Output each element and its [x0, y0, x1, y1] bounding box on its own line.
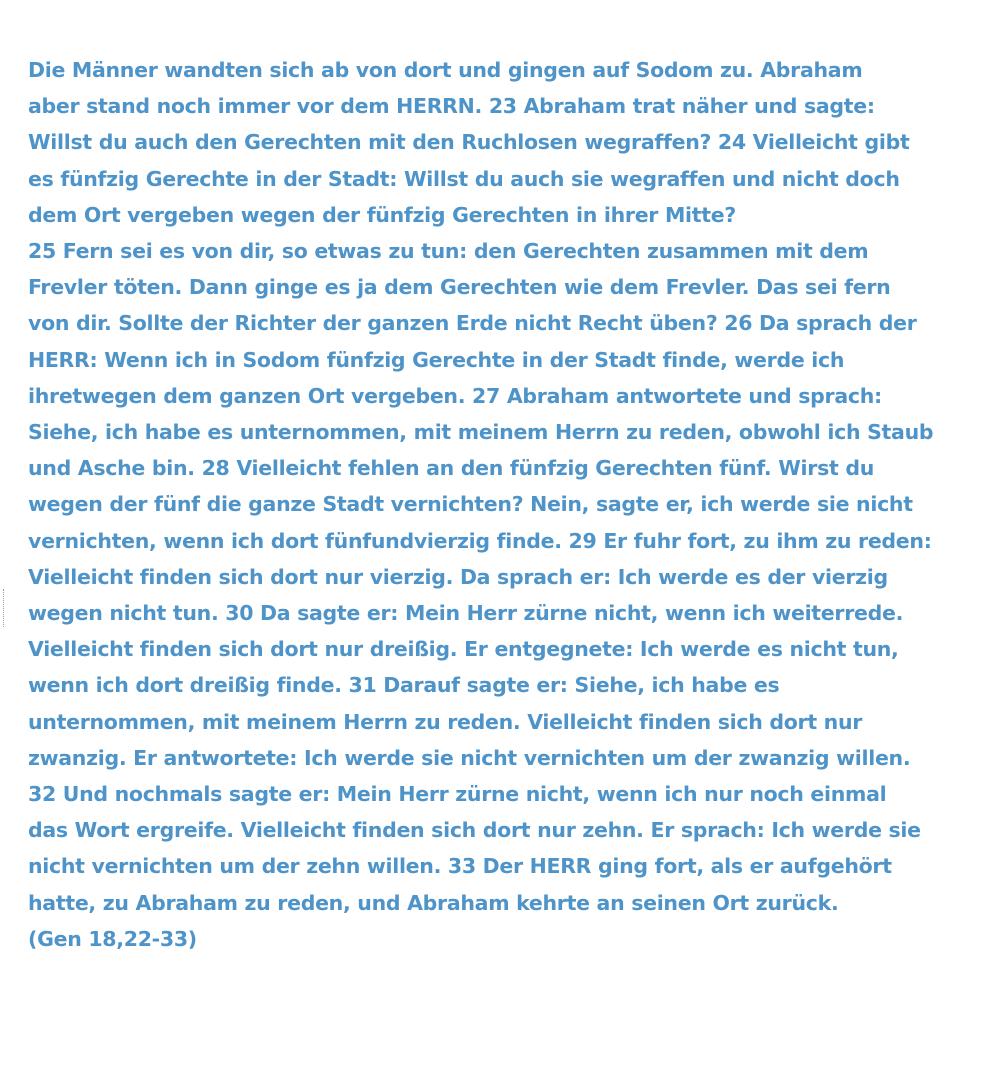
passage-line: Vielleicht finden sich dort nur dreißig. Er entgegnete: Ich werde es nicht tun, [28, 637, 899, 662]
passage-line: aber stand noch immer vor dem HERRN. 23 Abraham trat näher und sagte: [28, 94, 875, 119]
passage-line: Vielleicht finden sich dort nur vierzig. Da sprach er: Ich werde es der vierzig [28, 564, 888, 589]
passage-line: hatte, zu Abraham zu reden, und Abraham kehrte an seinen Ort zurück. [28, 890, 839, 915]
passage-line: nicht vernichten um der zehn willen. 33 Der HERR ging fort, als er aufgehört [28, 854, 892, 879]
passage-line: HERR: Wenn ich in Sodom fünfzig Gerechte in der Stadt finde, werde ich [28, 347, 845, 372]
passage-line: es fünfzig Gerechte in der Stadt: Willst du auch sie wegraffen und nicht doch [28, 166, 900, 191]
passage-line: wenn ich dort dreißig finde. 31 Darauf sagte er: Siehe, ich habe es [28, 673, 780, 698]
passage-line: und Asche bin. 28 Vielleicht fehlen an den fünfzig Gerechten fünf. Wirst du [28, 456, 874, 481]
passage-line: ihretwegen dem ganzen Ort vergeben. 27 Abraham antwortete und sprach: [28, 383, 882, 408]
passage-line: wegen nicht tun. 30 Da sagte er: Mein Herr zürne nicht, wenn ich weiterrede. [28, 601, 904, 626]
passage-line: zwanzig. Er antwortete: Ich werde sie nicht vernichten um der zwanzig willen. [28, 745, 911, 770]
passage-line: dem Ort vergeben wegen der fünfzig Gerechten in ihrer Mitte? [28, 202, 736, 227]
passage-line: Frevler töten. Dann ginge es ja dem Gerechten wie dem Frevler. Das sei fern [28, 275, 891, 300]
passage-line: das Wort ergreife. Vielleicht finden sich dort nur zehn. Er sprach: Ich werde sie [28, 818, 921, 843]
passage-line: Willst du auch den Gerechten mit den Ruchlosen wegraffen? 24 Vielleicht gibt [28, 130, 910, 155]
passage-line: wegen der fünf die ganze Stadt vernichten? Nein, sagte er, ich werde sie nicht [28, 492, 913, 517]
scripture-passage [28, 52, 988, 957]
passage-line: vernichten, wenn ich dort fünfundvierzig finde. 29 Er fuhr fort, zu ihm zu reden: [28, 528, 932, 553]
scripture-reference: (Gen 18,22-33) [28, 926, 197, 951]
passage-line: von dir. Sollte der Richter der ganzen Erde nicht Recht üben? 26 Da sprach der [28, 311, 917, 336]
edge-mark [3, 589, 4, 627]
passage-line: Siehe, ich habe es unternommen, mit meinem Herrn zu reden, obwohl ich Staub [28, 420, 934, 445]
passage-line: 25 Fern sei es von dir, so etwas zu tun: den Gerechten zusammen mit dem [28, 239, 869, 264]
passage-line: Die Männer wandten sich ab von dort und gingen auf Sodom zu. Abraham [28, 58, 863, 82]
passage-line: unternommen, mit meinem Herrn zu reden. Vielleicht finden sich dort nur [28, 709, 863, 734]
passage-line: 32 Und nochmals sagte er: Mein Herr zürne nicht, wenn ich nur noch einmal [28, 782, 887, 807]
